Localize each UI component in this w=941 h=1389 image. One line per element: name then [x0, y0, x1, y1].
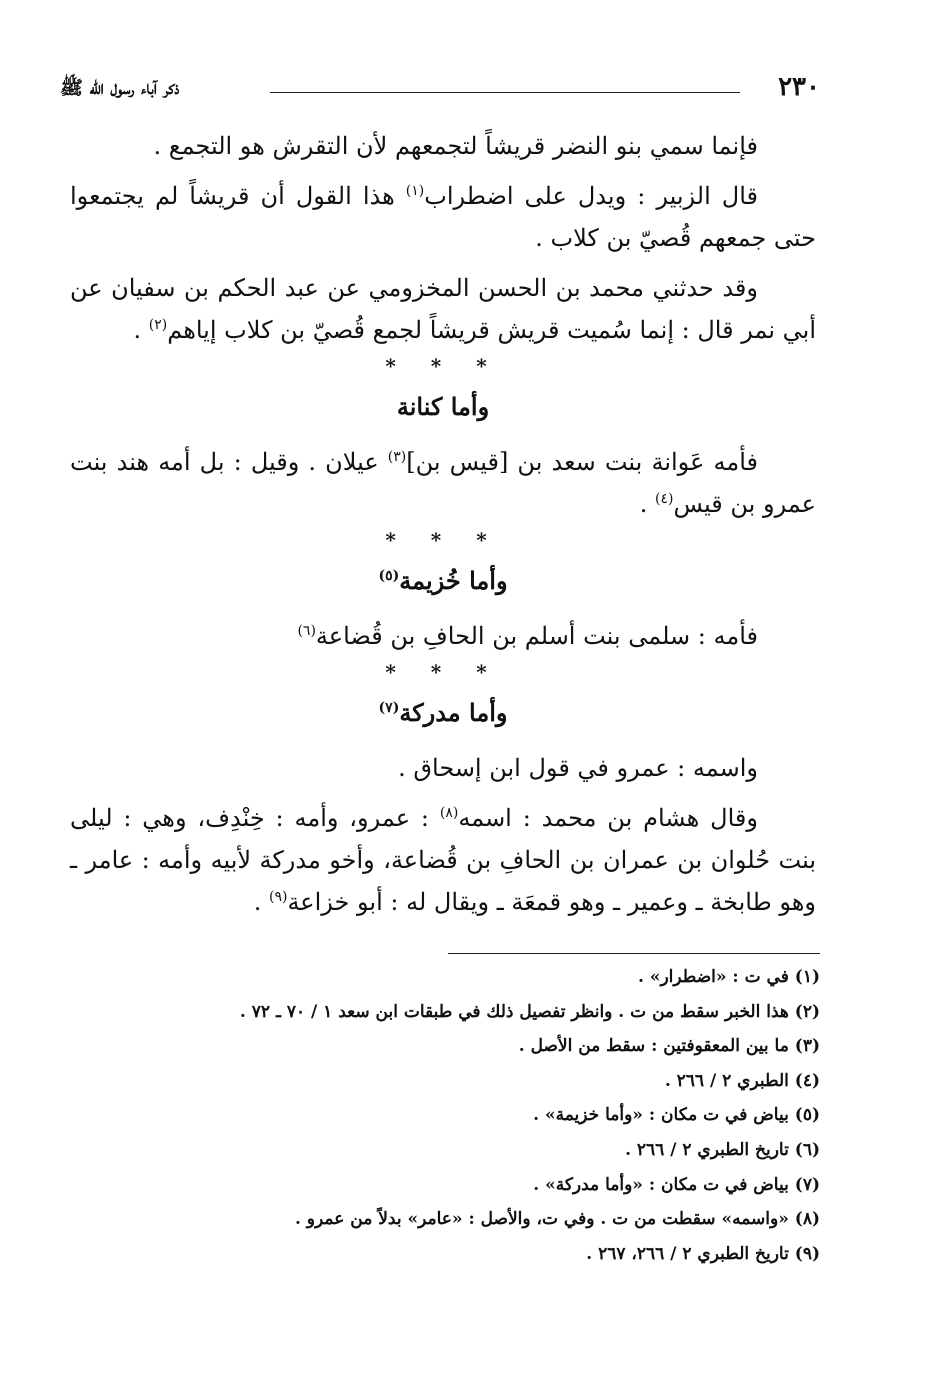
paragraph-1: فإنما سمي بنو النضر قريشاً لتجمعهم لأن التقرش هو التجمع . — [153, 132, 758, 160]
footnote-ref: (٩) — [268, 889, 288, 905]
footnote-6: (٦) تاريخ الطبري ٢ / ٢٦٦ . — [625, 1139, 820, 1160]
footnote-ref: (٥) — [378, 568, 400, 584]
section-divider: * * * — [385, 528, 501, 552]
heading-mudrika: وأما مدركة$^{(٧)}$ — [378, 698, 508, 727]
section-divider: * * * — [385, 354, 501, 378]
footnote-4: (٤) الطبري ٢ / ٢٦٦ . — [664, 1070, 820, 1091]
footnote-ref: (٢) — [148, 317, 168, 333]
footnote-ref: (٧) — [378, 700, 400, 716]
footnotes — [200, 960, 820, 1271]
running-title: ذكر آباء رسول الله ﷺ — [60, 77, 180, 99]
header-rule — [270, 92, 740, 93]
main-text — [70, 125, 816, 931]
page-number: ٢٣٠ — [778, 72, 820, 102]
heading-kinana: وأما كنانة — [396, 392, 490, 421]
footnote-3: (٣) ما بين المعقوفتين : سقط من الأصل . — [518, 1036, 820, 1057]
footnote-ref: (٦) — [297, 623, 316, 639]
footnote-rule — [448, 953, 820, 954]
footnote-7: (٧) بياض في ت مكان : «وأما مدركة» . — [533, 1174, 820, 1195]
paragraph-7: وقال هشام بن محمد : اسمه$^{(٨)}$ : عمرو، وأمه : خِنْدِف، وهي : ليلى بنت حُلوان بن عمران بن الحافِ بن قُضاعة، وأخو مدركة لأبيه وأمه : عامر ـ وهو طابخة ـ وعمير ـ وهو قمعَة ـ ويقال له : أبو خزاعة$^{(٩)}$ . — [70, 804, 816, 916]
heading-khuzayma: وأما خُزيمة$^{(٥)}$ — [378, 566, 508, 595]
footnote-9: (٩) تاريخ الطبري ٢ / ٢٦٦، ٢٦٧ . — [586, 1243, 820, 1264]
section-divider: * * * — [385, 660, 501, 684]
paragraph-5: فأمه : سلمى بنت أسلم بن الحافِ بن قُضاعة$^{(٦)}$ — [297, 622, 758, 650]
footnote-1: (١) في ت : «اضطرار» . — [638, 967, 820, 987]
footnote-ref: (٣) — [387, 449, 407, 465]
footnote-5: (٥) بياض في ت مكان : «وأما خزيمة» . — [533, 1105, 820, 1126]
page-header — [60, 70, 820, 110]
paragraph-4: فأمه عَوانة بنت سعد بن [قيس بن]$^{(٣)}$ عيلان . وقيل : بل أمه هند بنت عمرو بن قيس$^{(٤)}$ . — [70, 448, 816, 518]
paragraph-3: وقد حدثني محمد بن الحسن المخزومي عن عبد الحكم بن سفيان عن أبي نمر قال : إنما سُميت قريش قريشاً لجمع قُصيّ بن كلاب إياهم$^{(٢)}$ . — [70, 274, 816, 344]
paragraph-6: واسمه : عمرو في قول ابن إسحاق . — [398, 754, 758, 782]
footnote-2: (٢) هذا الخبر سقط من ت . وانظر تفصيل ذلك في طبقات ابن سعد ١ / ٧٠ ـ ٧٢ . — [239, 1001, 820, 1022]
footnote-ref: (١) — [405, 183, 425, 199]
footnote-ref: (٤) — [654, 491, 674, 507]
footnote-ref: (٨) — [439, 805, 459, 821]
paragraph-2: قال الزبير : ويدل على اضطراب$^{(١)}$ هذا القول أن قريشاً لم يجتمعوا حتى جمعهم قُصيّ بن كلاب . — [70, 182, 816, 252]
footnote-8: (٨) «واسمه» سقطت من ت . وفي ت، والأصل : «عامر» بدلاً من عمرو . — [294, 1209, 820, 1230]
